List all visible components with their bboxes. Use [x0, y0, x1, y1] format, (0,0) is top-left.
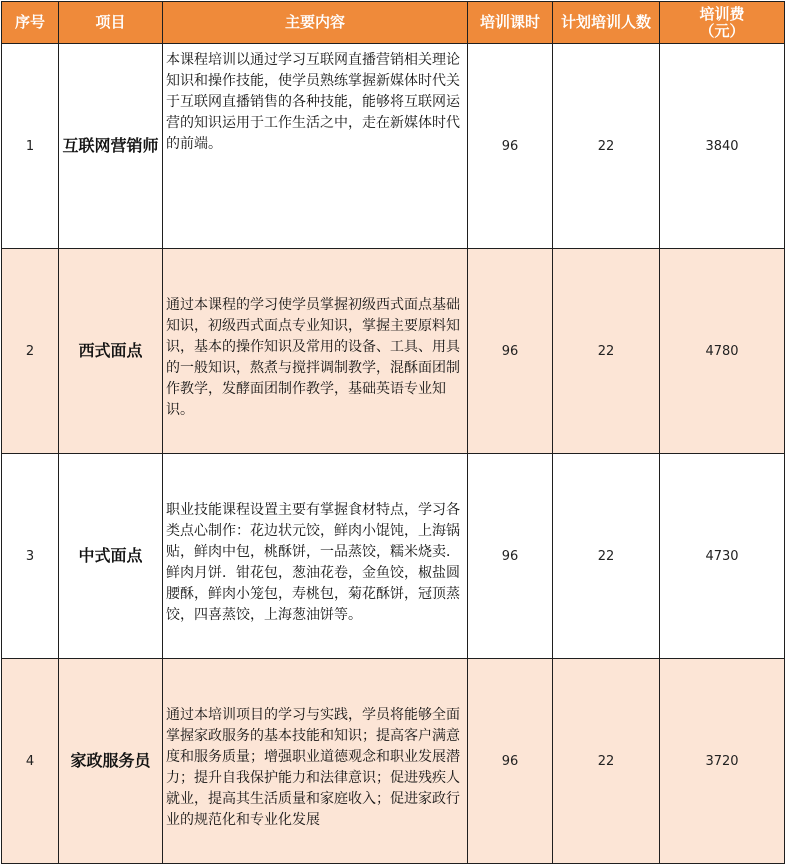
- cell-hours: 96: [468, 249, 553, 454]
- cell-project: 中式面点: [59, 454, 163, 659]
- header-row: [2, 2, 785, 44]
- table-row: [2, 454, 785, 659]
- content-text: 通过本培训项目的学习与实践，学员将能够全面掌握家政服务的基本技能和知识；提高客户满意度和服务质量；增强职业道德观念和职业发展潜力；提升自我保护能力和法律意识；促进残疾人就业，提高其生活质量和家庭收入；促进家政行业的规范化和专业化发展: [166, 707, 460, 828]
- cell-content: [163, 454, 468, 659]
- cell-people: 22: [553, 659, 660, 864]
- header-people: 计划培训人数: [553, 2, 660, 44]
- cell-project: 家政服务员: [59, 659, 163, 864]
- header-project: 项目: [59, 2, 163, 44]
- cell-content: [163, 44, 468, 249]
- cell-fee: 4730: [660, 454, 785, 659]
- cell-people: 22: [553, 249, 660, 454]
- table-row: [2, 44, 785, 249]
- cell-hours: 96: [468, 454, 553, 659]
- cell-project: 互联网营销师: [59, 44, 163, 249]
- header-content: 主要内容: [163, 2, 468, 44]
- cell-people: 22: [553, 454, 660, 659]
- content-text: 职业技能课程设置主要有掌握食材特点，学习各类点心制作：花边状元饺，鲜肉小馄饨，上海锅贴，鲜肉中包，桃酥饼，一品蒸饺，糯米烧卖．鲜肉月饼．钳花包，葱油花卷，金鱼饺，椒盐圆腰酥，鲜肉小笼包，寿桃包，菊花酥饼，冠顶蒸饺，四喜蒸饺，上海葱油饼等。: [166, 502, 460, 623]
- cell-hours: 96: [468, 44, 553, 249]
- cell-fee: 3840: [660, 44, 785, 249]
- cell-seq: 1: [2, 44, 59, 249]
- course-table: [1, 1, 785, 864]
- cell-seq: 3: [2, 454, 59, 659]
- header-fee: [660, 2, 785, 44]
- cell-seq: 4: [2, 659, 59, 864]
- cell-fee: 4780: [660, 249, 785, 454]
- cell-people: 22: [553, 44, 660, 249]
- table-row: [2, 659, 785, 864]
- content-text: 本课程培训以通过学习互联网直播营销相关理论知识和操作技能，使学员熟练掌握新媒体时代关于互联网直播销售的各种技能，能够将互联网运营的知识运用于工作生活之中，走在新媒体时代的前端。: [166, 52, 460, 152]
- table-row: [2, 249, 785, 454]
- content-text: 通过本课程的学习使学员掌握初级西式面点基础知识，初级西式面点专业知识，掌握主要原料知识，基本的操作知识及常用的设备、工具、用具的一般知识，熬煮与搅拌调制教学，混酥面团制作教学，发酵面团制作教学，基础英语专业知识。: [166, 297, 460, 418]
- header-fee-line2: （元）: [699, 21, 745, 40]
- cell-fee: 3720: [660, 659, 785, 864]
- header-seq: 序号: [2, 2, 59, 44]
- cell-seq: 2: [2, 249, 59, 454]
- cell-project: 西式面点: [59, 249, 163, 454]
- cell-content: [163, 659, 468, 864]
- header-hours: 培训课时: [468, 2, 553, 44]
- header-fee-line1: 培训费: [699, 4, 745, 23]
- cell-content: [163, 249, 468, 454]
- cell-hours: 96: [468, 659, 553, 864]
